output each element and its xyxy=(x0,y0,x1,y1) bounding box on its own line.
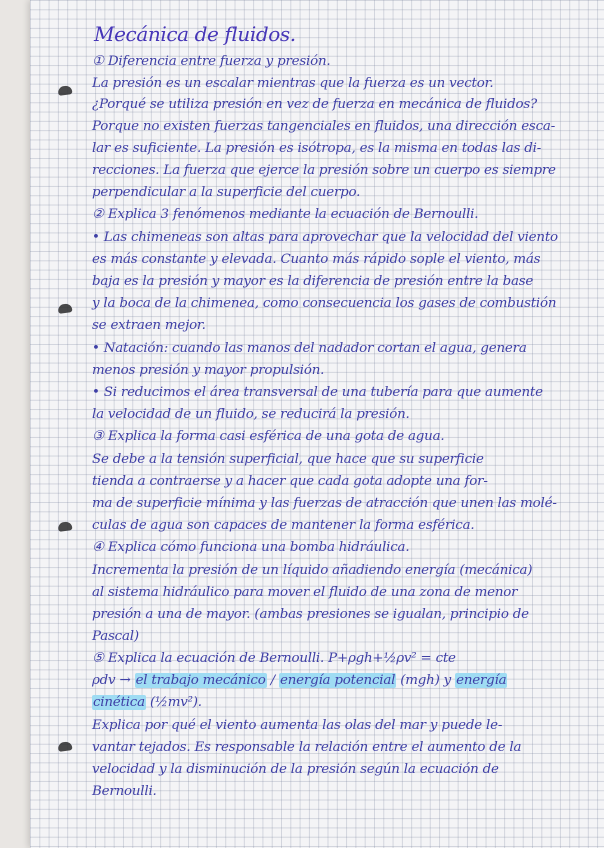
text-span: (½mv²). xyxy=(145,695,202,710)
answer-line: presión a una de mayor. (ambas presiones se igualan, principio de xyxy=(92,607,529,622)
binder-hole xyxy=(57,741,72,752)
answer-line: vantar tejados. Es responsable la relación entre el aumento de la xyxy=(92,740,522,755)
answer-line: Se debe a la tensión superficial, que hace que su superficie xyxy=(92,452,484,467)
binder-hole xyxy=(57,303,72,314)
binder-hole xyxy=(57,85,72,96)
answer-line: Incrementa la presión de un líquido añadiendo energía (mecánica) xyxy=(92,563,533,578)
answer-line: la velocidad de un fluido, se reducirá la presión. xyxy=(92,407,410,422)
highlighted-line xyxy=(92,694,202,712)
question-line: Explica por qué el viento aumenta las olas del mar y puede le- xyxy=(92,718,503,733)
answer-line: Bernoulli. xyxy=(92,784,157,799)
text-span: / xyxy=(266,673,280,688)
answer-line: Pascal) xyxy=(92,629,139,644)
text-span: (mgh) y xyxy=(396,673,456,688)
question-2: ② Explica 3 fenómenos mediante la ecuación de Bernoulli. xyxy=(92,207,479,222)
highlighted-line xyxy=(92,672,507,690)
highlight: cinética xyxy=(93,695,145,710)
answer-line: menos presión y mayor propulsión. xyxy=(92,363,325,378)
answer-line: culas de agua son capaces de mantener la forma esférica. xyxy=(92,518,475,533)
question-4: ④ Explica cómo funciona una bomba hidráulica. xyxy=(92,540,410,555)
binder-hole xyxy=(57,521,72,532)
highlight: energía potencial xyxy=(280,673,396,688)
answer-line: ma de superficie mínima y las fuerzas de atracción que unen las molé- xyxy=(92,496,557,511)
answer-line: recciones. La fuerza que ejerce la presión sobre un cuerpo es siempre xyxy=(92,163,556,178)
answer-line: y la boca de la chimenea, como consecuencia los gases de combustión xyxy=(92,296,557,311)
question-3: ③ Explica la forma casi esférica de una gota de agua. xyxy=(92,429,445,444)
answer-line: Porque no existen fuerzas tangenciales en fluidos, una dirección esca- xyxy=(92,119,556,134)
bullet-line: • Si reducimos el área transversal de una tubería para que aumente xyxy=(92,385,543,400)
answer-line: tienda a contraerse y a hacer que cada gota adopte una for- xyxy=(92,474,488,489)
answer-line: baja es la presión y mayor es la diferencia de presión entre la base xyxy=(92,274,534,289)
text-span: ρdv → xyxy=(92,673,131,688)
question-line: ¿Porqué se utiliza presión en vez de fuerza en mecánica de fluidos? xyxy=(92,97,537,112)
answer-line: velocidad y la disminución de la presión según la ecuación de xyxy=(92,762,499,777)
answer-line: La presión es un escalar mientras que la fuerza es un vector. xyxy=(92,76,494,91)
bullet-line: • Natación: cuando las manos del nadador cortan el agua, genera xyxy=(92,341,527,356)
answer-line: se extraen mejor. xyxy=(92,318,206,333)
question-1: ① Diferencia entre fuerza y presión. xyxy=(92,54,331,69)
highlight: energía xyxy=(456,673,507,688)
question-5: ⑤ Explica la ecuación de Bernoulli. P+ρgh+½ρv² = cte xyxy=(92,651,456,666)
highlight: el trabajo mecánico xyxy=(135,673,266,688)
answer-line: al sistema hidráulico para mover el fluido de una zona de menor xyxy=(92,585,518,600)
answer-line: es más constante y elevada. Cuanto más rápido sople el viento, más xyxy=(92,252,541,267)
answer-line: lar es suficiente. La presión es isótropa, es la misma en todas las di- xyxy=(92,141,542,156)
page-title: Mecánica de fluidos. xyxy=(94,22,296,46)
bullet-line: • Las chimeneas son altas para aprovechar que la velocidad del viento xyxy=(92,230,558,245)
answer-line: perpendicular a la superficie del cuerpo. xyxy=(92,185,361,200)
